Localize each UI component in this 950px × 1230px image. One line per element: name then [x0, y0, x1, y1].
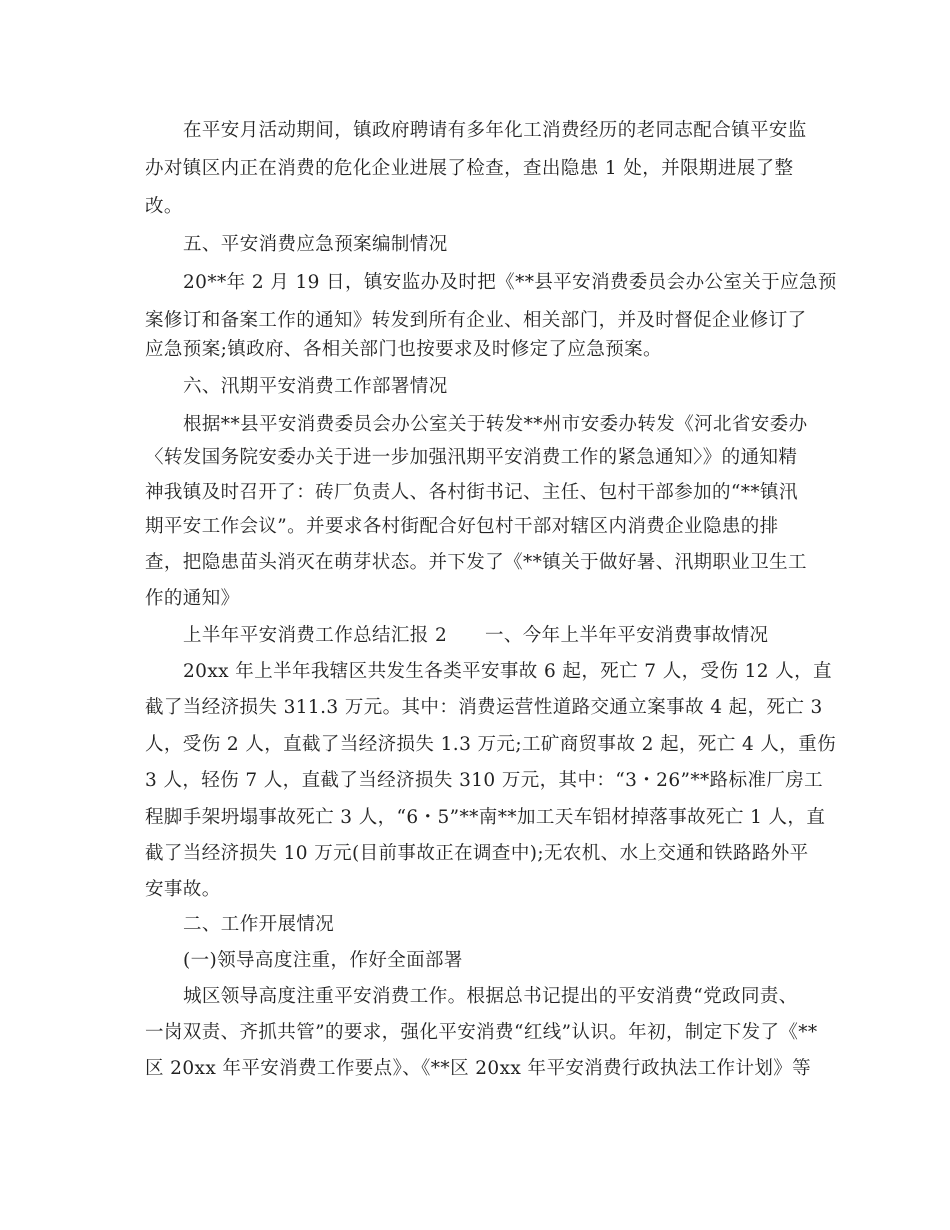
paragraph-line: 城区领导高度注重平安消费工作。根据总书记提出的平安消费“党政同责、: [183, 986, 798, 1007]
paragraph-line: 案修订和备案工作的通知》转发到所有企业、相关部门，并及时督促企业修订了: [145, 310, 807, 331]
paragraph-line: 应急预案;镇政府、各相关部门也按要求及时修定了应急预案。: [145, 339, 662, 360]
paragraph-line: 查，把隐患苗头消灭在萌芽状态。并下发了《**镇关于做好暑、汛期职业卫生工: [145, 552, 807, 573]
section-heading: 上半年平安消费工作总结汇报 2 一、今年上半年平安消费事故情况: [183, 625, 769, 646]
section-heading: 五、平安消费应急预案编制情况: [183, 234, 448, 255]
paragraph-line: 根据**县平安消费委员会办公室关于转发**州市安委办转发《河北省安委办: [183, 414, 808, 435]
subsection-heading: (一)领导高度注重，作好全面部署: [183, 950, 463, 971]
section-heading: 六、汛期平安消费工作部署情况: [183, 376, 448, 397]
paragraph-line: 在平安月活动期间，镇政府聘请有多年化工消费经历的老同志配合镇平安监: [183, 120, 807, 141]
paragraph-line: 3 人，轻伤 7 人，直截了当经济损失 310 万元，其中：“3・26”**路标准厂房工: [145, 770, 824, 791]
paragraph-line: 20xx 年上半年我辖区共发生各类平安事故 6 起，死亡 7 人，受伤 12 人，直: [183, 661, 832, 682]
paragraph-line: 截了当经济损失 10 万元(目前事故正在调查中);无农机、水上交通和铁路路外平: [145, 843, 809, 864]
paragraph-line: 神我镇及时召开了：砖厂负责人、各村街书记、主任、包村干部参加的“**镇汛: [145, 482, 798, 503]
paragraph-line: 区 20xx 年平安消费工作要点》、《**区 20xx 年平安消费行政执法工作计划》等: [145, 1058, 812, 1079]
paragraph-line: 安事故。: [145, 879, 221, 900]
paragraph-line: 改。: [145, 196, 183, 217]
section-heading: 二、工作开展情况: [183, 914, 335, 935]
paragraph-line: 人，受伤 2 人，直截了当经济损失 1.3 万元;工矿商贸事故 2 起，死亡 4 人，重伤: [145, 734, 837, 755]
paragraph-line: 20**年 2 月 19 日，镇安监办及时把《**县平安消费委员会办公室关于应急预: [183, 272, 837, 293]
paragraph-line: 办对镇区内正在消费的危化企业进展了检查，查出隐患 1 处，并限期进展了整: [145, 158, 794, 179]
paragraph-line: 程脚手架坍塌事故死亡 3 人，“6・5”**南**加工天车铝材掉落事故死亡 1 人，直: [145, 807, 826, 828]
paragraph-line: 一岗双责、齐抓共管”的要求，强化平安消费“红线”认识。年初，制定下发了《**: [145, 1022, 818, 1043]
paragraph-line: 期平安工作会议”。并要求各村街配合好包村干部对辖区内消费企业隐患的排: [145, 516, 779, 537]
paragraph-line: 截了当经济损失 311.3 万元。其中：消费运营性道路交通立案事故 4 起，死亡 3: [145, 697, 823, 718]
paragraph-line: 作的通知》: [145, 588, 240, 609]
paragraph-line: 〈转发国务院安委办关于进一步加强汛期平安消费工作的紧急通知〉》的通知精: [145, 447, 798, 468]
